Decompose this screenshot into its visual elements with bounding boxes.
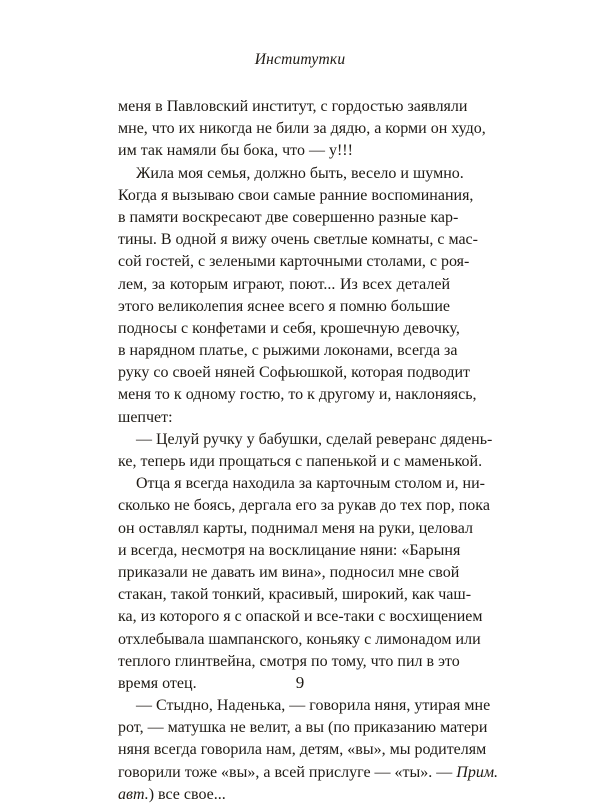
text-run: ке, теперь иди прощаться с папенькой и с маменькой. xyxy=(118,453,483,470)
text-run: лем, за которым играют, поют... Из всех деталей xyxy=(118,275,450,293)
text-run: отхлебывала шампанского, коньяку с лимонадом или xyxy=(118,630,481,648)
text-run: сколько не боясь, дергала его за рукав до тех пор, пока xyxy=(118,497,490,515)
text-run: мне, что их никогда не били за дядю, а корми он худо, xyxy=(118,120,486,138)
text-run: руку со своей няней Софьюшкой, которая подводит xyxy=(118,364,471,382)
text-run: шепчет: xyxy=(118,408,173,426)
text-run: меня то к одному гостю, то к другому и, наклоняясь, xyxy=(118,386,477,404)
text-line xyxy=(118,96,468,118)
text-line xyxy=(118,185,474,207)
text-line xyxy=(118,407,450,429)
text-run: говорили тоже «вы», а всей прислуге — «ты». — xyxy=(118,763,453,781)
text-line xyxy=(118,518,473,540)
text-line xyxy=(118,739,487,761)
text-run: подносы с конфетами и себя, крошечную девочку, xyxy=(118,319,460,337)
text-run: в нарядном платье, с рыжими локонами, всегда за xyxy=(118,342,458,360)
text-run: ка, из которого я с опаской и все-таки с восхищением xyxy=(118,608,483,626)
text-line xyxy=(118,495,490,517)
text-line xyxy=(118,784,450,806)
text-line xyxy=(118,296,450,318)
text-run: няня всегда говорила нам, детям, «вы», мы родителям xyxy=(118,741,487,759)
text-run: в памяти воскресают две совершенно разные кар- xyxy=(118,208,459,226)
text-run: тины. В одной я вижу очень светлые комнаты, с мас- xyxy=(118,231,478,249)
italic-abbrev: авт. xyxy=(118,785,149,803)
text-line xyxy=(118,584,472,606)
text-line xyxy=(118,318,460,340)
text-run: теплого глинтвейна, смотря по тому, что пил в это xyxy=(118,652,460,670)
text-run: ) все свое... xyxy=(148,785,226,803)
text-run: стакан, такой тонкий, красивый, широкий, как чаш- xyxy=(118,586,472,604)
text-run: время отец. xyxy=(118,674,197,692)
text-run: — Стыдно, Наденька, — говорила няня, утирая мне xyxy=(136,697,491,715)
text-line xyxy=(118,384,477,406)
text-line xyxy=(118,651,460,673)
text-run: — Целуй ручку у бабушки, сделай реверанс дядень- xyxy=(136,430,493,448)
text-line xyxy=(118,629,481,651)
running-head: Институтки xyxy=(254,51,346,68)
text-line xyxy=(118,251,470,273)
text-line xyxy=(118,340,458,362)
text-run: сой гостей, с зелеными карточными столами, с роя- xyxy=(118,253,470,271)
text-run: он оставлял карты, поднимал меня на руки, целовал xyxy=(118,519,473,537)
text-line xyxy=(118,762,499,784)
text-line xyxy=(118,451,483,473)
text-line xyxy=(118,717,488,739)
text-run: приказали не давать им вина», подносил мне свой xyxy=(118,563,460,581)
text-run: Когда я вызываю свои самые ранние воспоминания, xyxy=(118,186,474,204)
italic-abbrev: Прим. xyxy=(456,763,499,781)
text-run: этого великолепия яснее всего я помню большие xyxy=(118,297,450,315)
text-run: рот, — матушка не велит, а вы (по приказанию матери xyxy=(118,719,488,737)
text-line xyxy=(118,540,461,562)
text-run: Жила моя семья, должно быть, весело и шумно. xyxy=(136,164,464,182)
body-text xyxy=(118,96,499,806)
text-line xyxy=(118,473,486,495)
text-run: и всегда, несмотря на восклицание няни: «Барыня xyxy=(118,541,461,559)
text-line xyxy=(118,140,450,162)
text-line xyxy=(118,429,493,451)
text-run: им так намяли бы бока, что — у!!! xyxy=(118,142,353,160)
text-line xyxy=(118,207,459,229)
page-number: 9 xyxy=(295,673,305,692)
text-run: Отца я всегда находила за карточным столом и, ни- xyxy=(136,475,486,493)
text-run: меня в Павловский институт, с гордостью заявляли xyxy=(118,98,468,115)
text-line xyxy=(118,118,486,140)
text-line xyxy=(118,229,478,251)
text-line xyxy=(118,274,450,296)
text-line xyxy=(118,606,483,628)
text-line xyxy=(118,362,471,384)
text-line xyxy=(118,562,460,584)
text-line xyxy=(118,163,464,185)
text-line xyxy=(118,695,491,717)
